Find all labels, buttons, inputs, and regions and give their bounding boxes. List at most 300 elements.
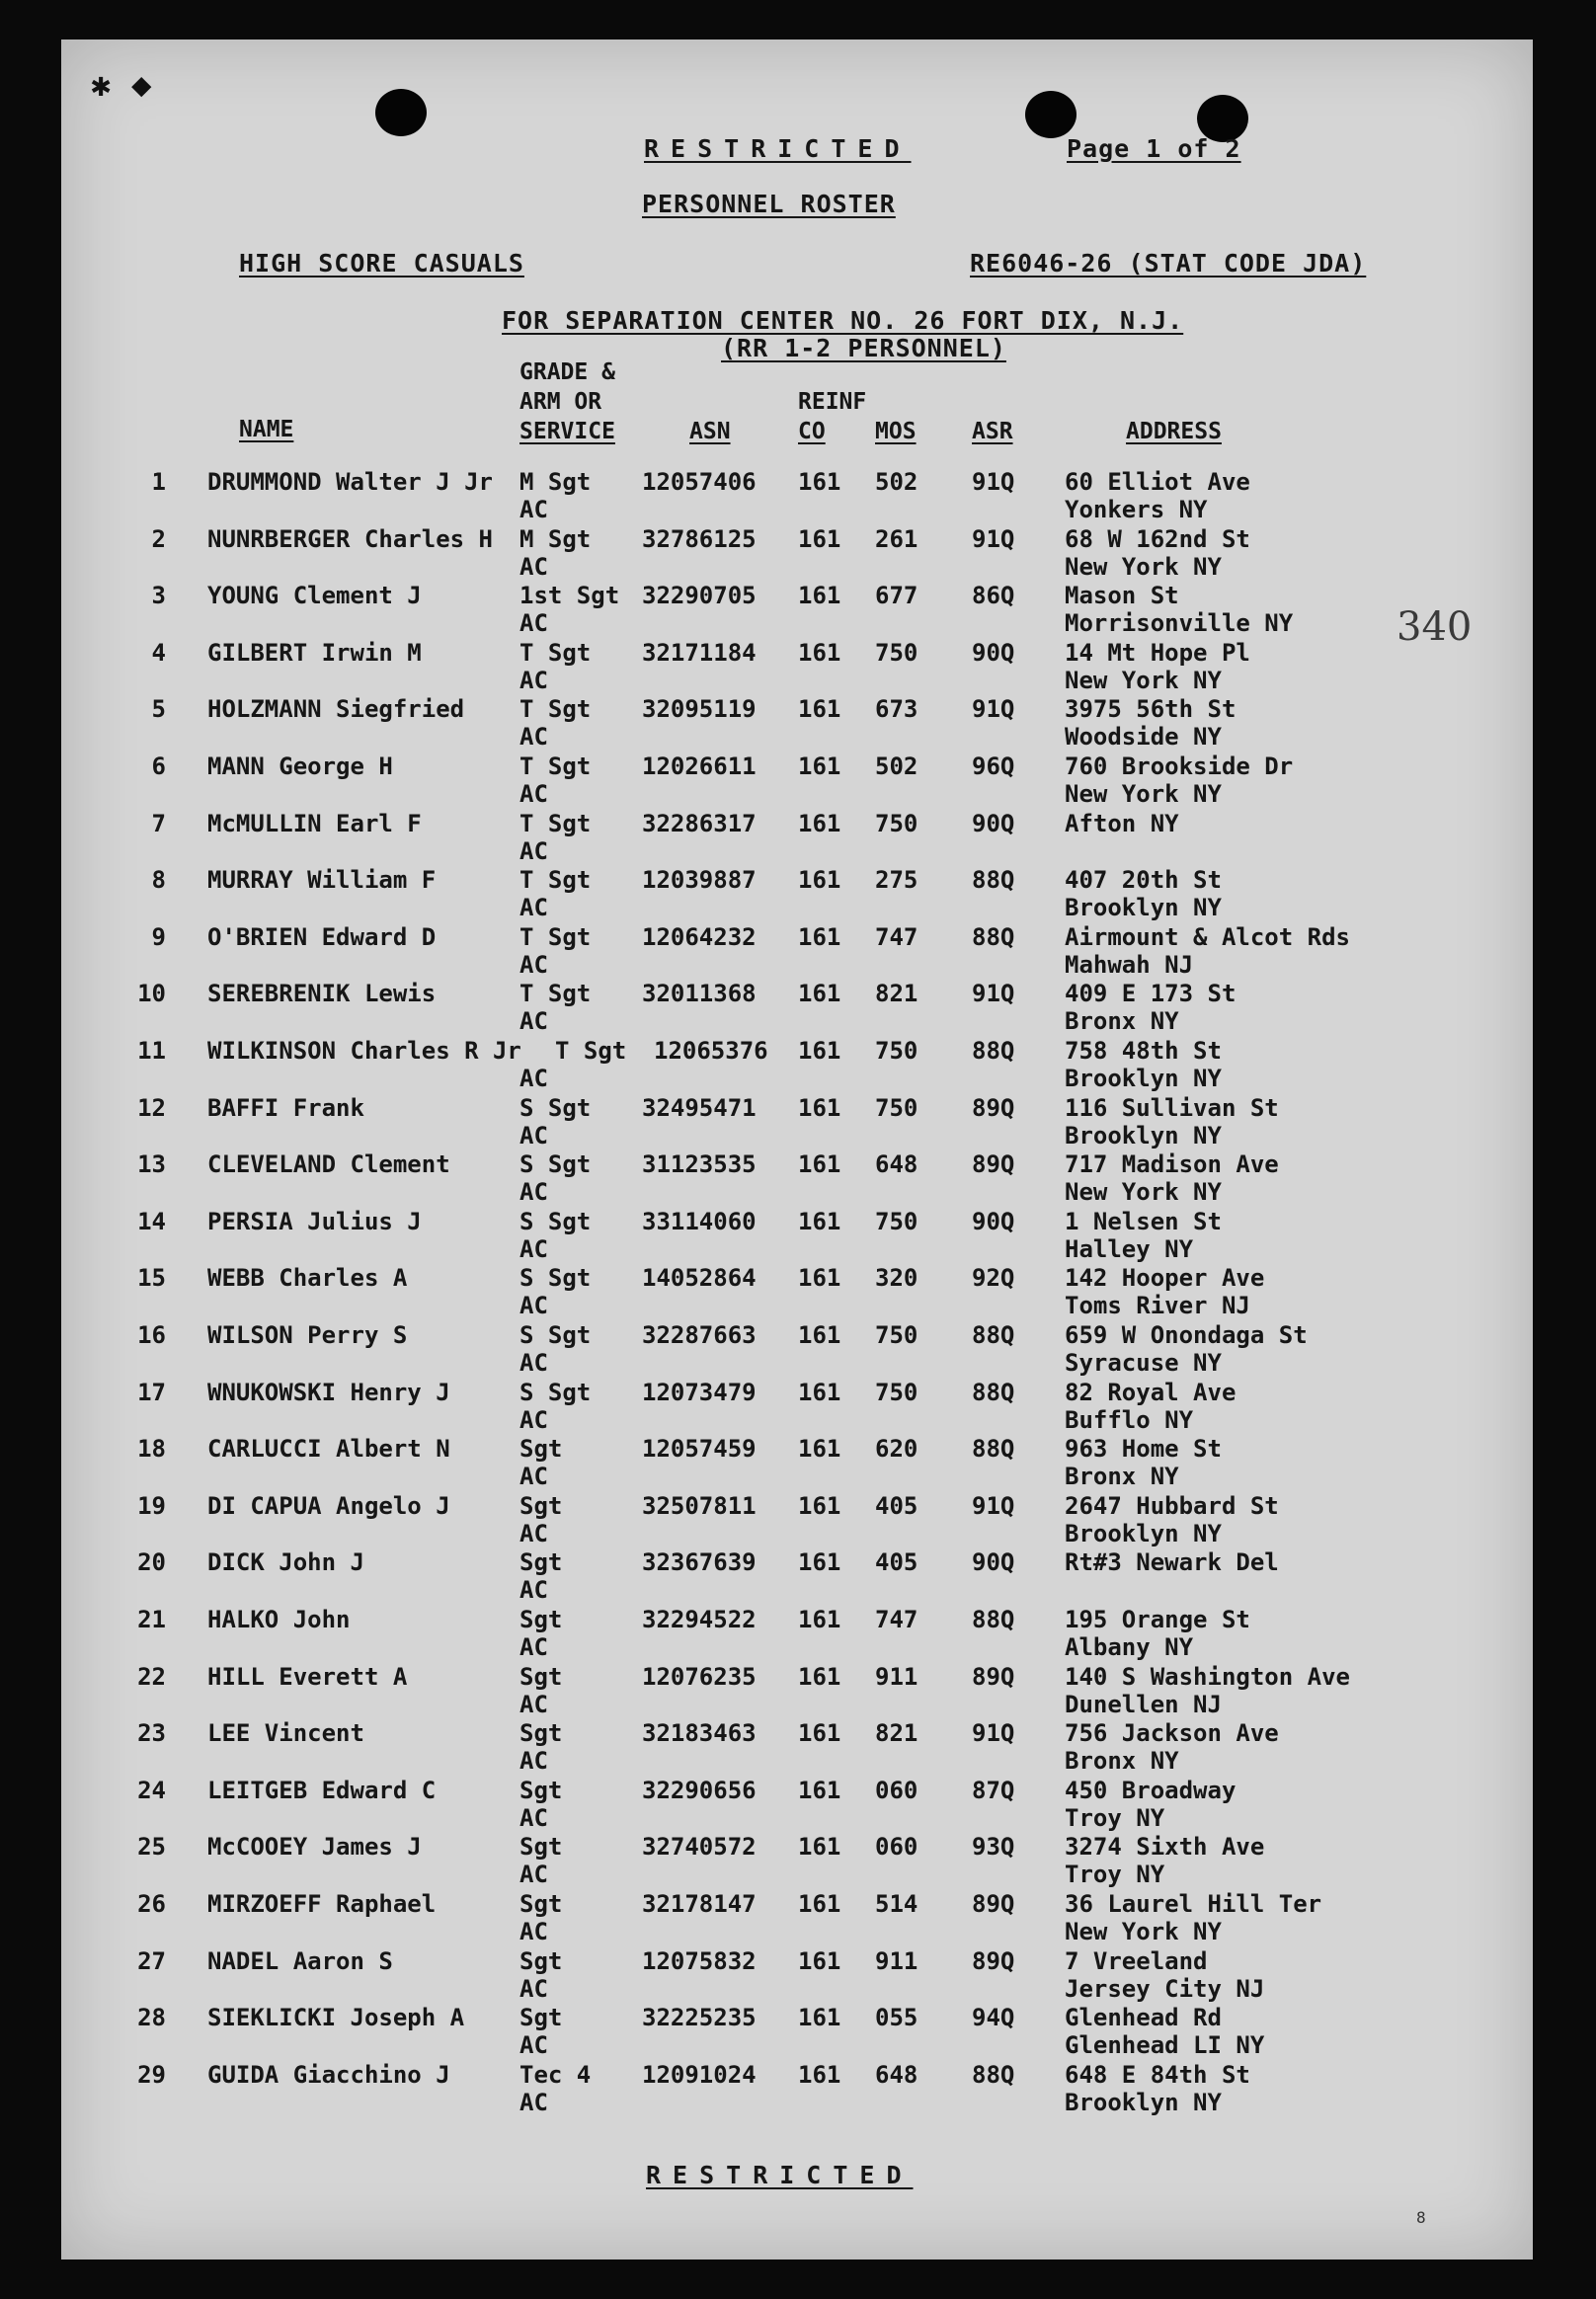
grade: S Sgt xyxy=(519,1321,592,1349)
person-name: WILKINSON Charles R Jr xyxy=(207,1037,521,1065)
corner-mark: 8 xyxy=(1416,2208,1426,2227)
asn: 12075832 xyxy=(642,1946,757,1975)
grade: 1st Sgt xyxy=(519,582,620,610)
asn: 31123535 xyxy=(642,1150,757,1179)
address-line2: Woodside NY xyxy=(1065,723,1222,752)
address-line1: 409 E 173 St xyxy=(1065,980,1237,1008)
arm-of-service: AC xyxy=(519,1633,548,1661)
grade: Sgt xyxy=(519,1946,563,1975)
person-name: HALKO John xyxy=(207,1606,351,1633)
col-co: CO xyxy=(798,419,826,444)
punch-hole-1 xyxy=(375,89,427,136)
person-name: SIEKLICKI Joseph A xyxy=(207,2004,465,2032)
reinf-co: 161 xyxy=(798,1435,841,1464)
table-row xyxy=(61,1094,1533,1151)
address-line2: Brooklyn NY xyxy=(1065,894,1222,922)
reinf-co: 161 xyxy=(798,1776,841,1804)
reinf-co: 161 xyxy=(798,638,841,667)
col-grade-line2: ARM OR xyxy=(519,389,602,415)
address-line2: Bufflo NY xyxy=(1065,1405,1194,1434)
arm-of-service: AC xyxy=(519,894,548,922)
address-line2: Troy NY xyxy=(1065,1861,1165,1889)
address-line2: Toms River NJ xyxy=(1065,1292,1250,1320)
address-line1: 758 48th St xyxy=(1065,1037,1222,1065)
asn: 32367639 xyxy=(642,1548,757,1577)
address-line1: 68 W 162nd St xyxy=(1065,524,1250,553)
asr: 90Q xyxy=(972,1548,1015,1577)
row-number: 22 xyxy=(137,1662,166,1691)
grade: Tec 4 xyxy=(519,2060,592,2089)
punch-hole-2 xyxy=(1025,91,1077,138)
table-row xyxy=(61,1548,1533,1606)
row-number: 7 xyxy=(151,809,166,837)
mos: 060 xyxy=(875,1776,918,1804)
address-line1: 116 Sullivan St xyxy=(1065,1093,1279,1122)
row-number: 18 xyxy=(137,1435,166,1464)
asr: 91Q xyxy=(972,1719,1015,1748)
grade: M Sgt xyxy=(519,468,592,496)
address-line2: Syracuse NY xyxy=(1065,1349,1222,1377)
row-number: 26 xyxy=(137,1890,166,1918)
address-line1: 659 W Onondaga St xyxy=(1065,1321,1308,1349)
address-line1: Afton NY xyxy=(1065,809,1179,837)
asr: 89Q xyxy=(972,1150,1015,1179)
grade: Sgt xyxy=(519,1719,563,1748)
arm-of-service: AC xyxy=(519,1405,548,1434)
asn: 12057459 xyxy=(642,1435,757,1464)
asr: 88Q xyxy=(972,1378,1015,1406)
classification-header: RESTRICTED xyxy=(644,134,912,163)
mos: 750 xyxy=(875,1378,918,1406)
arm-of-service: AC xyxy=(519,780,548,808)
row-number: 25 xyxy=(137,1833,166,1862)
roster-page xyxy=(61,40,1533,2259)
address-line1: 3975 56th St xyxy=(1065,695,1237,724)
table-row xyxy=(61,468,1533,525)
asn: 32287663 xyxy=(642,1321,757,1349)
mos: 750 xyxy=(875,1207,918,1235)
address-line1: 36 Laurel Hill Ter xyxy=(1065,1890,1322,1918)
col-reinf: REINF xyxy=(798,389,867,415)
address-line2: Mahwah NJ xyxy=(1065,950,1194,979)
table-row xyxy=(61,1890,1533,1947)
arm-of-service: AC xyxy=(519,552,548,581)
address-line2: Dunellen NJ xyxy=(1065,1690,1222,1718)
arm-of-service: AC xyxy=(519,2031,548,2060)
person-name: HOLZMANN Siegfried xyxy=(207,695,465,724)
address-line1: 14 Mt Hope Pl xyxy=(1065,638,1250,667)
asr: 91Q xyxy=(972,980,1015,1008)
row-number: 1 xyxy=(151,468,166,496)
reinf-co: 161 xyxy=(798,582,841,610)
address-line2: New York NY xyxy=(1065,780,1222,808)
person-name: NUNRBERGER Charles H xyxy=(207,524,493,553)
row-number: 4 xyxy=(151,638,166,667)
asr: 86Q xyxy=(972,582,1015,610)
arm-of-service: AC xyxy=(519,1974,548,2003)
mos: 648 xyxy=(875,1150,918,1179)
roster-title: PERSONNEL ROSTER xyxy=(642,190,896,218)
person-name: CLEVELAND Clement xyxy=(207,1150,450,1179)
asr: 89Q xyxy=(972,1946,1015,1975)
asr: 89Q xyxy=(972,1093,1015,1122)
person-name: WEBB Charles A xyxy=(207,1264,408,1293)
arm-of-service: AC xyxy=(519,2088,548,2116)
reinf-co: 161 xyxy=(798,809,841,837)
address-line1: 2647 Hubbard St xyxy=(1065,1491,1279,1520)
asn: 12076235 xyxy=(642,1662,757,1691)
arm-of-service: AC xyxy=(519,950,548,979)
col-grade-line3: SERVICE xyxy=(519,419,615,444)
person-name: WNUKOWSKI Henry J xyxy=(207,1378,450,1406)
grade: S Sgt xyxy=(519,1207,592,1235)
person-name: CARLUCCI Albert N xyxy=(207,1435,450,1464)
asn: 33114060 xyxy=(642,1207,757,1235)
row-number: 28 xyxy=(137,2004,166,2032)
reinf-co: 161 xyxy=(798,1491,841,1520)
person-name: DRUMMOND Walter J Jr xyxy=(207,468,493,496)
asr: 91Q xyxy=(972,695,1015,724)
address-line2: New York NY xyxy=(1065,552,1222,581)
address-line1: 1 Nelsen St xyxy=(1065,1207,1222,1235)
mos: 502 xyxy=(875,468,918,496)
grade: Sgt xyxy=(519,1548,563,1577)
address-line2: Yonkers NY xyxy=(1065,496,1208,523)
mos: 648 xyxy=(875,2060,918,2089)
table-row xyxy=(61,2061,1533,2118)
reinf-co: 161 xyxy=(798,2060,841,2089)
asr: 87Q xyxy=(972,1776,1015,1804)
table-row xyxy=(61,1321,1533,1379)
person-name: BAFFI Frank xyxy=(207,1093,364,1122)
table-row xyxy=(61,1947,1533,2005)
reinf-co: 161 xyxy=(798,524,841,553)
address-line1: 82 Royal Ave xyxy=(1065,1378,1237,1406)
address-line2: Bronx NY xyxy=(1065,1463,1179,1491)
table-row xyxy=(61,1606,1533,1663)
grade: T Sgt xyxy=(519,695,592,724)
asr: 88Q xyxy=(972,1321,1015,1349)
mos: 405 xyxy=(875,1548,918,1577)
grade: T Sgt xyxy=(519,980,592,1008)
asn: 32786125 xyxy=(642,524,757,553)
person-name: LEITGEB Edward C xyxy=(207,1776,437,1804)
row-number: 15 xyxy=(137,1264,166,1293)
person-name: LEE Vincent xyxy=(207,1719,364,1748)
arm-of-service: AC xyxy=(519,1065,548,1092)
asn: 32225235 xyxy=(642,2004,757,2032)
row-number: 19 xyxy=(137,1491,166,1520)
address-line2: New York NY xyxy=(1065,666,1222,694)
asn: 32183463 xyxy=(642,1719,757,1748)
asr: 91Q xyxy=(972,468,1015,496)
person-name: MURRAY William F xyxy=(207,866,437,895)
address-line1: Glenhead Rd xyxy=(1065,2004,1222,2032)
reinf-co: 161 xyxy=(798,1093,841,1122)
table-row xyxy=(61,525,1533,583)
separation-center-line: FOR SEPARATION CENTER NO. 26 FORT DIX, N.J. xyxy=(502,306,1184,335)
table-row xyxy=(61,1037,1533,1094)
mos: 502 xyxy=(875,753,918,780)
asn: 32294522 xyxy=(642,1606,757,1633)
reinf-co: 161 xyxy=(798,1150,841,1179)
table-row xyxy=(61,1719,1533,1777)
mos: 821 xyxy=(875,980,918,1008)
ink-blot: ✱ ◆ xyxy=(91,65,152,105)
arm-of-service: AC xyxy=(519,1918,548,1945)
table-row xyxy=(61,1208,1533,1265)
table-row xyxy=(61,810,1533,867)
arm-of-service: AC xyxy=(519,1234,548,1263)
asn: 32095119 xyxy=(642,695,757,724)
person-name: HILL Everett A xyxy=(207,1662,408,1691)
table-row xyxy=(61,753,1533,810)
personnel-subline: (RR 1-2 PERSONNEL) xyxy=(721,334,1006,362)
table-row xyxy=(61,1264,1533,1321)
address-line2: Jersey City NJ xyxy=(1065,1974,1265,2003)
person-name: WILSON Perry S xyxy=(207,1321,408,1349)
asr: 91Q xyxy=(972,1491,1015,1520)
mos: 747 xyxy=(875,922,918,951)
person-name: O'BRIEN Edward D xyxy=(207,922,437,951)
asn: 12073479 xyxy=(642,1378,757,1406)
address-line1: Airmount & Alcot Rds xyxy=(1065,922,1350,951)
table-row xyxy=(61,1150,1533,1208)
mos: 750 xyxy=(875,1093,918,1122)
mos: 514 xyxy=(875,1890,918,1918)
asn: 12039887 xyxy=(642,866,757,895)
arm-of-service: AC xyxy=(519,1292,548,1320)
col-asr: ASR xyxy=(972,419,1013,444)
asr: 88Q xyxy=(972,866,1015,895)
row-number: 20 xyxy=(137,1548,166,1577)
grade: Sgt xyxy=(519,1491,563,1520)
asr: 90Q xyxy=(972,809,1015,837)
address-line1: 450 Broadway xyxy=(1065,1776,1237,1804)
asn: 32290656 xyxy=(642,1776,757,1804)
asn: 12064232 xyxy=(642,922,757,951)
asr: 89Q xyxy=(972,1890,1015,1918)
address-line1: 195 Orange St xyxy=(1065,1606,1250,1633)
reinf-co: 161 xyxy=(798,1662,841,1691)
row-number: 13 xyxy=(137,1150,166,1179)
row-number: 29 xyxy=(137,2060,166,2089)
asn: 12091024 xyxy=(642,2060,757,2089)
asr: 88Q xyxy=(972,922,1015,951)
mos: 750 xyxy=(875,638,918,667)
arm-of-service: AC xyxy=(519,1861,548,1889)
asr: 88Q xyxy=(972,1606,1015,1633)
asn: 32290705 xyxy=(642,582,757,610)
person-name: DICK John J xyxy=(207,1548,364,1577)
reinf-co: 161 xyxy=(798,1321,841,1349)
roster-code: RE6046-26 (STAT CODE JDA) xyxy=(970,249,1367,277)
table-row xyxy=(61,1777,1533,1834)
row-number: 2 xyxy=(151,524,166,553)
col-grade-line1: GRADE & xyxy=(519,359,615,385)
table-row xyxy=(61,639,1533,696)
row-number: 21 xyxy=(137,1606,166,1633)
asr: 88Q xyxy=(972,1037,1015,1065)
table-row xyxy=(61,695,1533,753)
person-name: McCOOEY James J xyxy=(207,1833,422,1862)
arm-of-service: AC xyxy=(519,723,548,752)
asn: 14052864 xyxy=(642,1264,757,1293)
margin-number: 340 xyxy=(1396,604,1473,650)
arm-of-service: AC xyxy=(519,1803,548,1832)
table-row xyxy=(61,866,1533,923)
mos: 677 xyxy=(875,582,918,610)
grade: Sgt xyxy=(519,1662,563,1691)
grade: T Sgt xyxy=(519,922,592,951)
row-number: 12 xyxy=(137,1093,166,1122)
address-line1: 7 Vreeland xyxy=(1065,1946,1208,1975)
mos: 747 xyxy=(875,1606,918,1633)
mos: 620 xyxy=(875,1435,918,1464)
address-line2: New York NY xyxy=(1065,1178,1222,1207)
col-asn: ASN xyxy=(689,419,731,444)
person-name: YOUNG Clement J xyxy=(207,582,422,610)
address-line2: New York NY xyxy=(1065,1918,1222,1945)
reinf-co: 161 xyxy=(798,1719,841,1748)
mos: 750 xyxy=(875,809,918,837)
grade: S Sgt xyxy=(519,1093,592,1122)
address-line1: 3274 Sixth Ave xyxy=(1065,1833,1265,1862)
table-row xyxy=(61,2004,1533,2061)
arm-of-service: AC xyxy=(519,1463,548,1491)
address-line1: Mason St xyxy=(1065,582,1179,610)
arm-of-service: AC xyxy=(519,1690,548,1718)
grade: S Sgt xyxy=(519,1150,592,1179)
reinf-co: 161 xyxy=(798,2004,841,2032)
reinf-co: 161 xyxy=(798,922,841,951)
asr: 93Q xyxy=(972,1833,1015,1862)
reinf-co: 161 xyxy=(798,1890,841,1918)
mos: 821 xyxy=(875,1719,918,1748)
asr: 91Q xyxy=(972,524,1015,553)
address-line1: 407 20th St xyxy=(1065,866,1222,895)
grade: T Sgt xyxy=(519,866,592,895)
arm-of-service: AC xyxy=(519,609,548,638)
grade: T Sgt xyxy=(519,809,592,837)
mos: 060 xyxy=(875,1833,918,1862)
asn: 32495471 xyxy=(642,1093,757,1122)
arm-of-service: AC xyxy=(519,1747,548,1776)
grade: T Sgt xyxy=(519,753,592,780)
unit-name: HIGH SCORE CASUALS xyxy=(239,249,524,277)
asr: 90Q xyxy=(972,1207,1015,1235)
person-name: MIRZOEFF Raphael xyxy=(207,1890,437,1918)
mos: 405 xyxy=(875,1491,918,1520)
table-row xyxy=(61,1492,1533,1549)
arm-of-service: AC xyxy=(519,1349,548,1377)
grade: M Sgt xyxy=(519,524,592,553)
arm-of-service: AC xyxy=(519,1519,548,1547)
mos: 055 xyxy=(875,2004,918,2032)
table-row xyxy=(61,1379,1533,1436)
asr: 90Q xyxy=(972,638,1015,667)
reinf-co: 161 xyxy=(798,1378,841,1406)
mos: 911 xyxy=(875,1946,918,1975)
reinf-co: 161 xyxy=(798,1037,841,1065)
asn: 32507811 xyxy=(642,1491,757,1520)
asr: 88Q xyxy=(972,2060,1015,2089)
address-line2: Albany NY xyxy=(1065,1633,1194,1661)
address-line2: Glenhead LI NY xyxy=(1065,2031,1265,2060)
row-number: 6 xyxy=(151,753,166,780)
mos: 320 xyxy=(875,1264,918,1293)
asn: 32286317 xyxy=(642,809,757,837)
asn: 32178147 xyxy=(642,1890,757,1918)
grade: Sgt xyxy=(519,2004,563,2032)
table-row xyxy=(61,1663,1533,1720)
asn: 12026611 xyxy=(642,753,757,780)
row-number: 3 xyxy=(151,582,166,610)
address-line2: Troy NY xyxy=(1065,1803,1165,1832)
grade: S Sgt xyxy=(519,1264,592,1293)
asn: 32740572 xyxy=(642,1833,757,1862)
person-name: McMULLIN Earl F xyxy=(207,809,422,837)
reinf-co: 161 xyxy=(798,468,841,496)
person-name: SEREBRENIK Lewis xyxy=(207,980,437,1008)
address-line1: 142 Hooper Ave xyxy=(1065,1264,1265,1293)
address-line2: Halley NY xyxy=(1065,1234,1194,1263)
reinf-co: 161 xyxy=(798,1264,841,1293)
grade: Sgt xyxy=(519,1435,563,1464)
grade: Sgt xyxy=(519,1890,563,1918)
row-number: 5 xyxy=(151,695,166,724)
reinf-co: 161 xyxy=(798,1946,841,1975)
grade: T Sgt xyxy=(519,638,592,667)
table-row xyxy=(61,980,1533,1037)
grade: Sgt xyxy=(519,1833,563,1862)
page-label: Page 1 of 2 xyxy=(1067,134,1241,163)
row-number: 8 xyxy=(151,866,166,895)
asn: 32011368 xyxy=(642,980,757,1008)
address-line1: 756 Jackson Ave xyxy=(1065,1719,1279,1748)
col-address: ADDRESS xyxy=(1126,419,1222,444)
asr: 88Q xyxy=(972,1435,1015,1464)
person-name: PERSIA Julius J xyxy=(207,1207,422,1235)
asr: 96Q xyxy=(972,753,1015,780)
address-line1: 717 Madison Ave xyxy=(1065,1150,1279,1179)
person-name: GUIDA Giacchino J xyxy=(207,2060,450,2089)
row-number: 24 xyxy=(137,1776,166,1804)
arm-of-service: AC xyxy=(519,1007,548,1036)
address-line2: Brooklyn NY xyxy=(1065,1121,1222,1150)
arm-of-service: AC xyxy=(519,496,548,523)
address-line2: Brooklyn NY xyxy=(1065,1065,1222,1092)
address-line2: Bronx NY xyxy=(1065,1747,1179,1776)
reinf-co: 161 xyxy=(798,1606,841,1633)
mos: 275 xyxy=(875,866,918,895)
address-line1: 648 E 84th St xyxy=(1065,2060,1250,2089)
row-number: 11 xyxy=(137,1037,166,1065)
asr: 92Q xyxy=(972,1264,1015,1293)
asn: 12057406 xyxy=(642,468,757,496)
table-row xyxy=(61,923,1533,981)
grade: S Sgt xyxy=(519,1378,592,1406)
asn: 32171184 xyxy=(642,638,757,667)
address-line1: 60 Elliot Ave xyxy=(1065,468,1250,496)
table-row xyxy=(61,1435,1533,1492)
address-line2: Brooklyn NY xyxy=(1065,2088,1222,2116)
address-line1: Rt#3 Newark Del xyxy=(1065,1548,1279,1577)
col-mos: MOS xyxy=(875,419,917,444)
address-line1: 140 S Washington Ave xyxy=(1065,1662,1350,1691)
table-row xyxy=(61,582,1533,639)
address-line2: Brooklyn NY xyxy=(1065,1519,1222,1547)
